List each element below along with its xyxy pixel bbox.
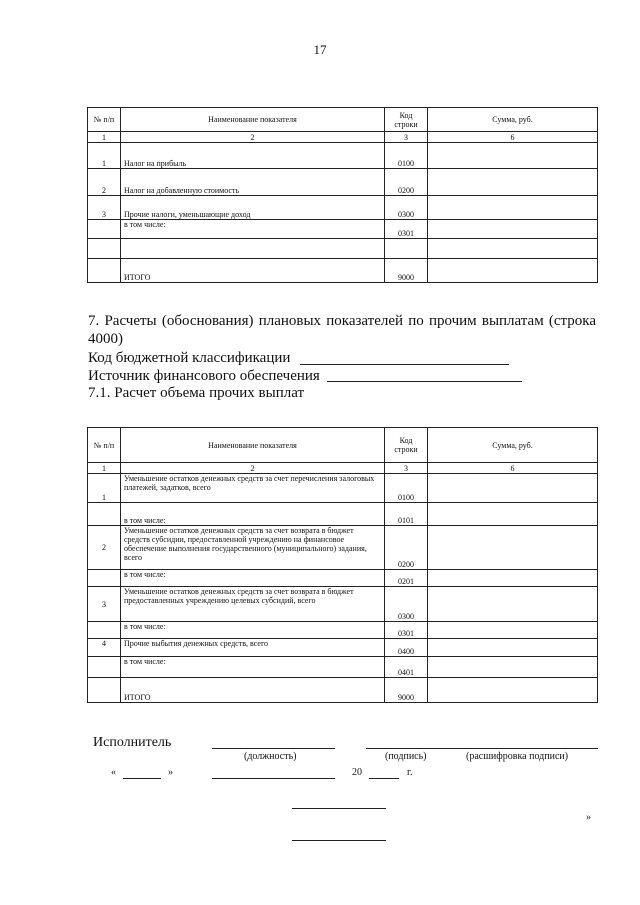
kbk-label: Код бюджетной классификации [88, 350, 291, 366]
blank-line-2 [292, 840, 386, 841]
row-code: 0201 [385, 570, 428, 587]
row-code: 0301 [385, 220, 428, 239]
source-label: Источник финансового обеспечения [88, 368, 320, 384]
row-sum [428, 503, 598, 526]
header-code: Код строки [385, 428, 428, 463]
section-7-title: 7. Расчеты (обоснования) плановых показателей по прочим выплатам (строка 4000) [88, 313, 596, 347]
table-row [88, 169, 598, 196]
date-year-prefix: 20 [352, 767, 362, 778]
row-code: 0200 [385, 526, 428, 570]
date-year-field[interactable] [369, 778, 399, 779]
table-row [88, 220, 598, 239]
row-name: Налог на прибыль [121, 143, 385, 169]
closing-quote: » [586, 812, 591, 823]
table-row [88, 196, 598, 220]
date-month-field[interactable] [212, 778, 335, 779]
row-code: 0101 [385, 503, 428, 526]
tax-table [87, 107, 598, 283]
row-name: Налог на добавленную стоимость [121, 169, 385, 196]
colnum-2: 2 [121, 463, 385, 474]
row-sum [428, 169, 598, 196]
row-name: ИТОГО [121, 678, 385, 703]
row-num [88, 657, 121, 678]
signature-field[interactable] [366, 748, 598, 749]
row-name: Уменьшение остатков денежных средств за счет возврата в бюджет средств субсидии, предоставленной учреждению на финансовое обеспечение выполнения государственного (муниципального) задания, всего [121, 526, 385, 570]
other-payments-table [87, 427, 598, 703]
header-num: № п/п [88, 428, 121, 463]
date-quote-open: « [111, 767, 116, 778]
row-name: в том числе: [121, 503, 385, 526]
row-num [88, 570, 121, 587]
row-sum [428, 259, 598, 283]
kbk-field[interactable] [300, 364, 509, 365]
row-code: 0200 [385, 169, 428, 196]
date-day-field[interactable] [123, 778, 161, 779]
row-sum [428, 622, 598, 639]
table-row [88, 474, 598, 503]
row-sum [428, 239, 598, 259]
row-name: в том числе: [121, 657, 385, 678]
row-code: 9000 [385, 678, 428, 703]
table-row [88, 143, 598, 169]
row-code: 0400 [385, 639, 428, 657]
row-sum [428, 657, 598, 678]
blank-line-1 [292, 808, 386, 809]
colnum-1: 1 [88, 463, 121, 474]
row-sum [428, 526, 598, 570]
row-code: 0301 [385, 622, 428, 639]
row-num [88, 220, 121, 239]
row-sum [428, 678, 598, 703]
row-num [88, 622, 121, 639]
row-name: Прочие налоги, уменьшающие доход [121, 196, 385, 220]
row-num: 3 [88, 587, 121, 622]
header-code: Код строки [385, 108, 428, 132]
row-name: Уменьшение остатков денежных средств за счет возврата в бюджет предоставленных учреждению целевых субсидий, всего [121, 587, 385, 622]
table-row [88, 622, 598, 639]
row-sum [428, 587, 598, 622]
section-7-1-title: 7.1. Расчет объема прочих выплат [88, 385, 305, 401]
table-row [88, 639, 598, 657]
header-name: Наименование показателя [121, 428, 385, 463]
row-code: 0100 [385, 143, 428, 169]
colnum-2: 2 [121, 132, 385, 143]
colnum-1: 1 [88, 132, 121, 143]
signature-caption: (подпись) [385, 751, 427, 762]
position-caption: (должность) [244, 751, 297, 762]
row-code [385, 239, 428, 259]
row-name: в том числе: [121, 220, 385, 239]
table-row [88, 259, 598, 283]
header-num: № п/п [88, 108, 121, 132]
row-sum [428, 474, 598, 503]
table-row [88, 587, 598, 622]
page-number: 17 [313, 42, 327, 57]
row-sum [428, 143, 598, 169]
row-num [88, 503, 121, 526]
header-sum: Сумма, руб. [428, 428, 598, 463]
header-sum: Сумма, руб. [428, 108, 598, 132]
table-row [88, 503, 598, 526]
colnum-3: 3 [385, 132, 428, 143]
row-num: 2 [88, 169, 121, 196]
row-sum [428, 196, 598, 220]
table-row [88, 678, 598, 703]
row-name: Прочие выбытия денежных средств, всего [121, 639, 385, 657]
row-name [121, 239, 385, 259]
row-code: 0300 [385, 587, 428, 622]
row-name: в том числе: [121, 570, 385, 587]
row-num: 3 [88, 196, 121, 220]
executor-label: Исполнитель [93, 735, 172, 750]
row-sum [428, 220, 598, 239]
row-num [88, 259, 121, 283]
colnum-6: 6 [428, 463, 598, 474]
row-name: ИТОГО [121, 259, 385, 283]
table-row [88, 239, 598, 259]
source-field[interactable] [327, 381, 522, 382]
row-num: 2 [88, 526, 121, 570]
date-year-suffix: г. [407, 767, 413, 778]
row-name: Уменьшение остатков денежных средств за счет перечисления залоговых платежей, задатков, всего [121, 474, 385, 503]
row-code: 9000 [385, 259, 428, 283]
date-quote-close: » [168, 767, 173, 778]
header-name: Наименование показателя [121, 108, 385, 132]
position-field[interactable] [212, 748, 335, 749]
row-sum [428, 639, 598, 657]
table-row [88, 526, 598, 570]
row-code: 0300 [385, 196, 428, 220]
row-code: 0100 [385, 474, 428, 503]
row-sum [428, 570, 598, 587]
row-num [88, 678, 121, 703]
row-name: в том числе: [121, 622, 385, 639]
table-row [88, 570, 598, 587]
decoding-caption: (расшифровка подписи) [466, 751, 569, 762]
colnum-6: 6 [428, 132, 598, 143]
row-code: 0401 [385, 657, 428, 678]
row-num: 1 [88, 474, 121, 503]
row-num: 1 [88, 143, 121, 169]
row-num: 4 [88, 639, 121, 657]
colnum-3: 3 [385, 463, 428, 474]
table-row [88, 657, 598, 678]
row-num [88, 239, 121, 259]
